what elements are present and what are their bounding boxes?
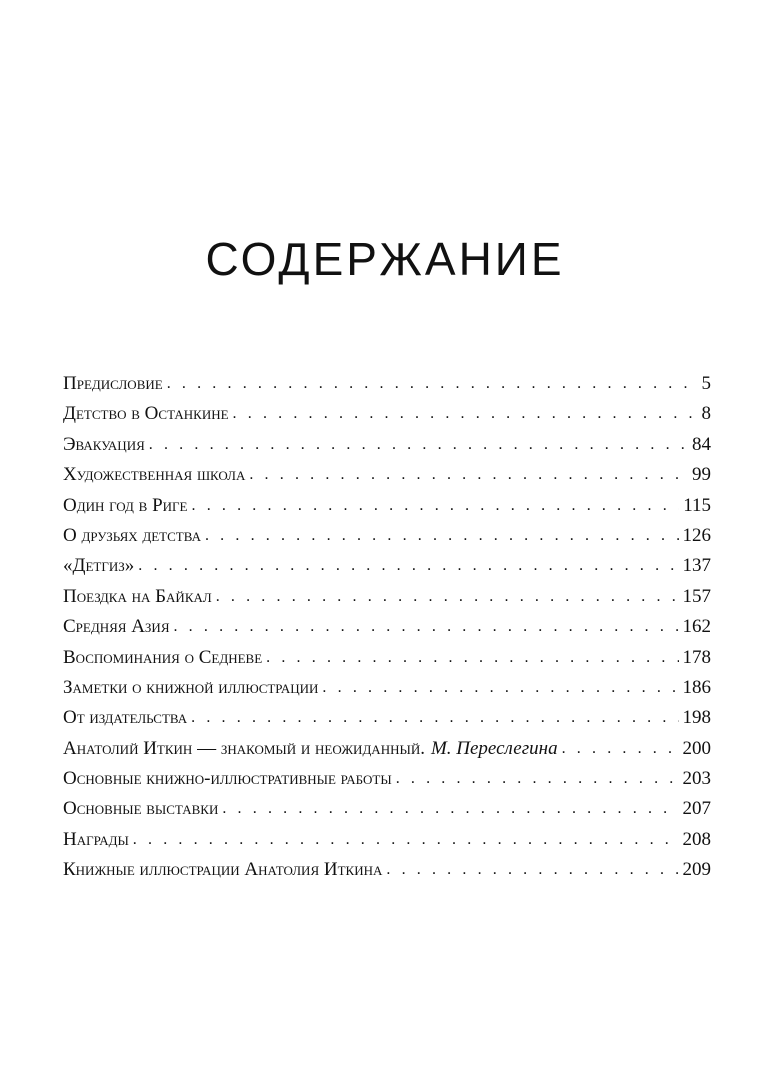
toc-entry-title: Основные книжно-иллюстративные работы	[63, 768, 392, 790]
toc-entry-page: 198	[682, 707, 711, 729]
toc-entry-page: 203	[682, 768, 711, 790]
toc-entry	[63, 373, 711, 403]
toc-dot-leader	[322, 676, 678, 698]
toc-dot-leader	[233, 402, 698, 424]
toc-entry-page: 115	[683, 494, 711, 516]
toc-entry	[63, 495, 711, 525]
toc-entry	[63, 768, 711, 798]
toc-entry	[63, 555, 711, 585]
toc-entry-title: Предисловие	[63, 373, 163, 394]
toc-entry-title	[63, 738, 558, 760]
toc-entry-title: О друзьях детства	[63, 524, 201, 546]
toc-entry-page: 157	[682, 585, 711, 607]
toc-entry	[63, 403, 711, 433]
toc-dot-leader	[138, 554, 678, 576]
toc-entry-author: М. Переслегина	[430, 737, 558, 759]
toc-dot-leader	[249, 463, 688, 485]
toc-dot-leader	[167, 372, 698, 394]
toc-entry-title: Основные выставки	[63, 798, 219, 820]
toc-entry-title: Воспоминания о Седневе	[63, 646, 263, 668]
toc-entry-title: Книжные иллюстрации Анатолия Иткина	[63, 859, 383, 881]
toc-entry	[63, 464, 711, 494]
toc-entry	[63, 798, 711, 828]
toc-entry	[63, 616, 711, 646]
toc-entry	[63, 525, 711, 555]
toc-entry	[63, 586, 711, 616]
toc-dot-leader	[192, 494, 680, 516]
toc-entry-page: 137	[682, 555, 711, 577]
toc-entry	[63, 707, 711, 737]
toc-entry-title: Один год в Риге	[63, 494, 188, 516]
toc-entry-page: 126	[682, 524, 711, 546]
toc-dot-leader	[149, 433, 688, 455]
toc-entry	[63, 829, 711, 859]
toc-entry-page: 8	[701, 403, 711, 425]
toc-dot-leader	[266, 646, 678, 668]
toc-dot-leader	[386, 858, 678, 880]
toc-entry-page: 99	[692, 464, 711, 486]
toc-entry-title: Поездка на Байкал	[63, 585, 212, 607]
toc-dot-leader	[173, 615, 678, 637]
page-title: СОДЕРЖАНИЕ	[205, 233, 565, 285]
toc-entry-page: 209	[682, 859, 711, 881]
toc-entry-page: 84	[692, 433, 711, 455]
toc-dot-leader	[222, 797, 678, 819]
toc-entry-page: 186	[682, 676, 711, 698]
toc-entry-page: 207	[682, 798, 711, 820]
toc-entry-title: Эвакуация	[63, 433, 145, 455]
toc-entry-title: Детство в Останкине	[63, 403, 229, 425]
toc-dot-leader	[133, 828, 679, 850]
toc-entry-title: Художественная школа	[63, 464, 246, 486]
toc-entry-page: 162	[682, 616, 711, 638]
toc-dot-leader	[191, 706, 678, 728]
toc-dot-leader	[396, 767, 679, 789]
toc-entry	[63, 738, 711, 768]
toc-entry-page: 5	[701, 373, 711, 394]
toc-dot-leader	[216, 585, 679, 607]
toc-dot-leader	[562, 737, 679, 759]
toc-entry-title: Награды	[63, 828, 129, 850]
toc-entry-title: Заметки о книжной иллюстрации	[63, 676, 319, 698]
toc-entry-title: Средняя Азия	[63, 616, 170, 638]
toc-entry-page: 178	[682, 646, 711, 668]
toc-entry-title: «Детгиз»	[63, 555, 135, 577]
toc-dot-leader	[205, 524, 679, 546]
toc-entry	[63, 647, 711, 677]
toc-entry-title-text: Анатолий Иткин — знакомый и неожиданный.	[63, 737, 425, 759]
toc-entry-page: 208	[682, 828, 711, 850]
toc-entry-title: От издательства	[63, 707, 188, 729]
toc-entry	[63, 859, 711, 889]
table-of-contents	[63, 373, 711, 890]
toc-entry-page: 200	[682, 737, 711, 759]
toc-entry	[63, 677, 711, 707]
toc-entry	[63, 434, 711, 464]
